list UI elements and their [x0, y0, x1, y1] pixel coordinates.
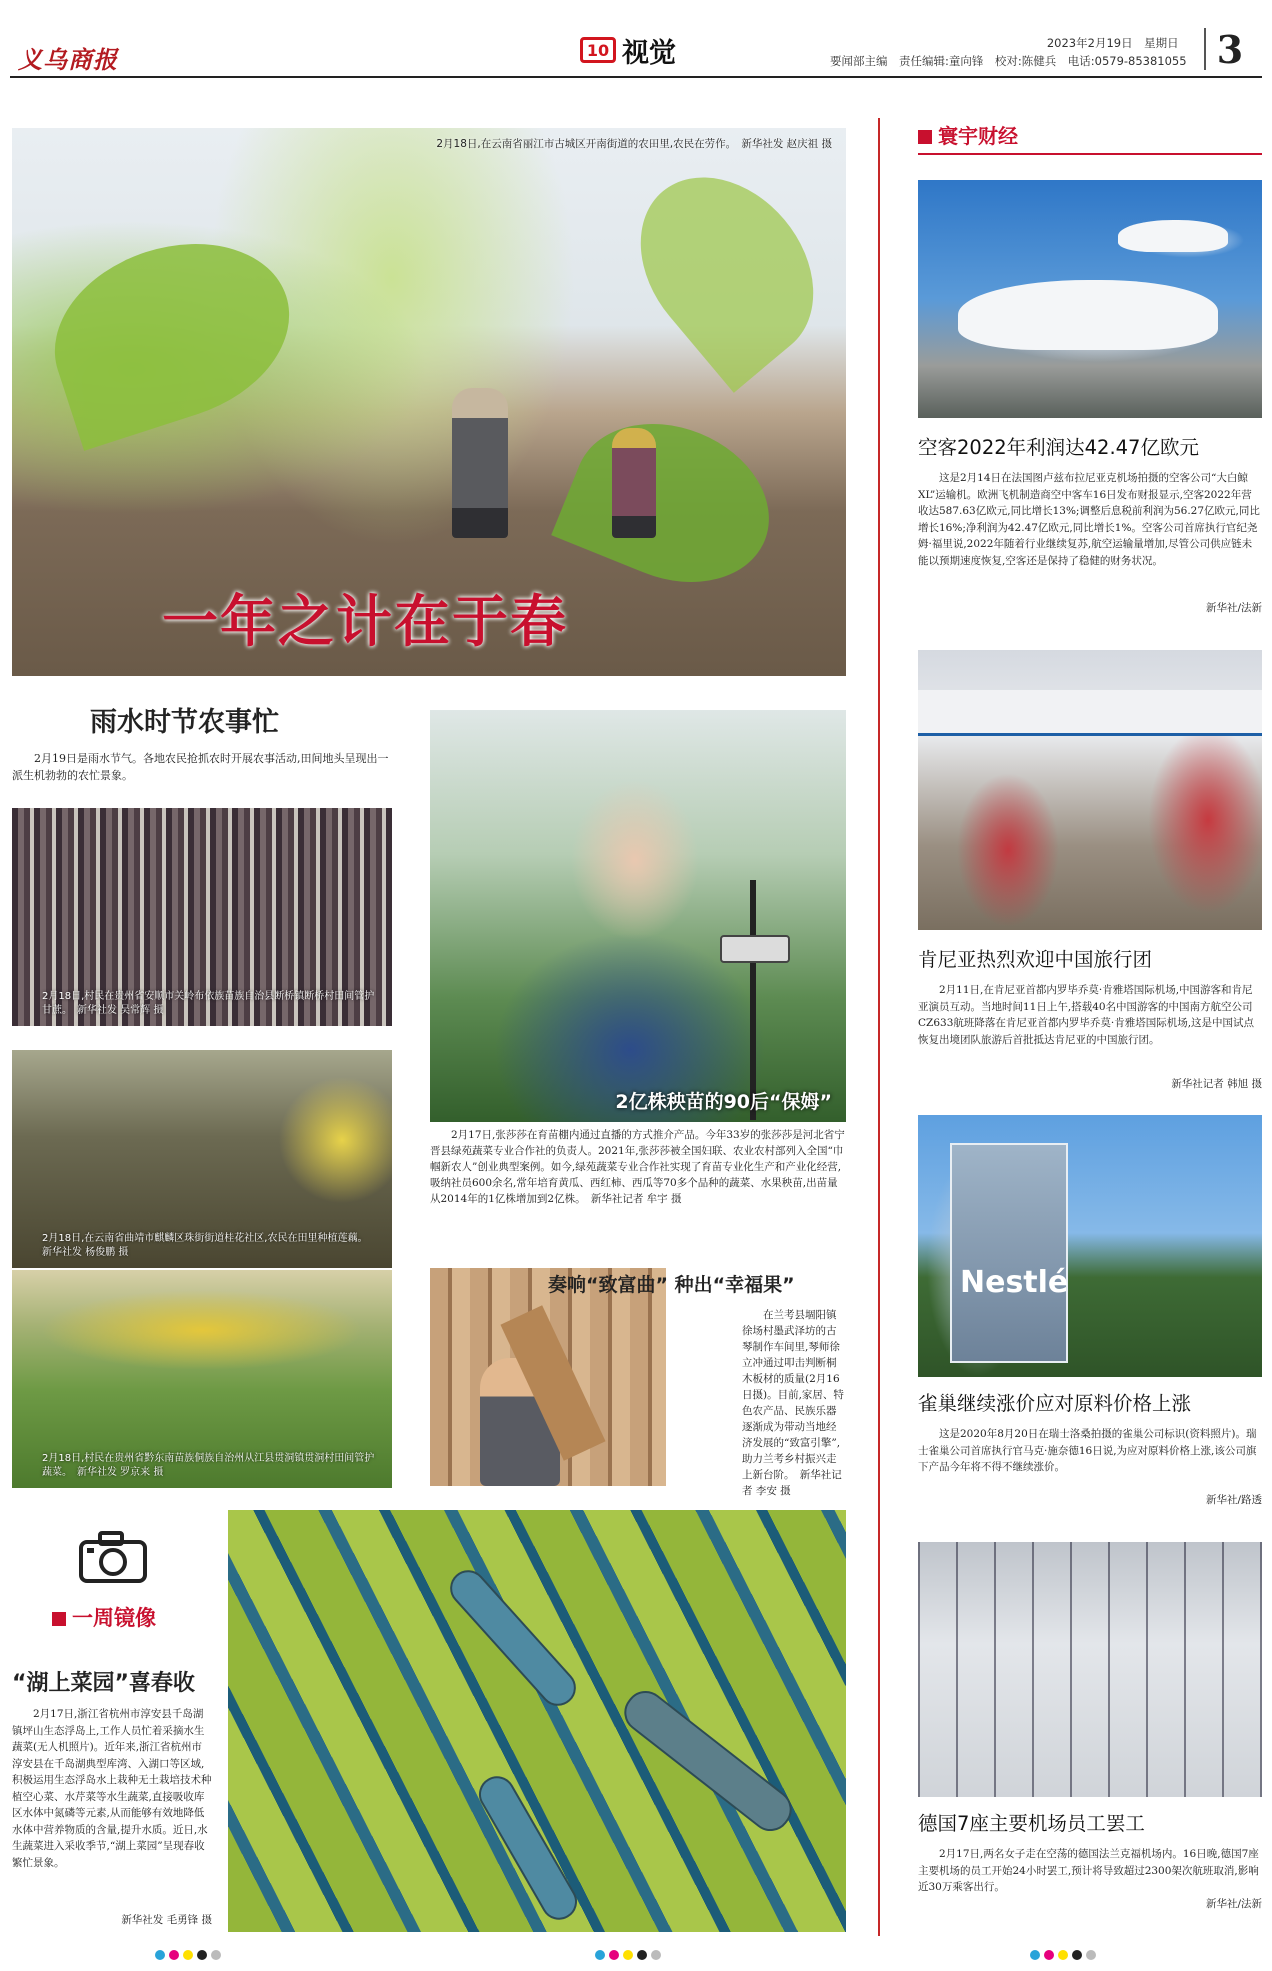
lake-byline: 新华社发 毛勇锋 摄 — [121, 1914, 212, 1926]
nursery-overlay-title: 2亿株秧苗的90后“保姆” — [615, 1091, 832, 1113]
wood-title: 奏响“致富曲” 种出“幸福果” — [548, 1274, 795, 1296]
nestle-text: 这是2020年8月20日在瑞士洛桑拍摄的雀巢公司标识(资料照片)。瑞士雀巢公司首席执行官马克·施奈德16日说,为应对原料价格上涨,该公司旗下产品今年将不得不继续涨价。 — [918, 1428, 1257, 1473]
wood-text: 在兰考县堌阳镇徐场村墨武泽坊的古琴制作车间里,琴师徐立冲通过叩击判断桐木板材的质量(2月16日摄)。目前,家居、特色农产品、民族乐器逐渐成为带动当地经济发展的“致富引擎”,助力兰考乡村振兴走上新台阶。 新华社记者 李安 摄 — [742, 1309, 844, 1497]
issue-date: 2023年2月19日 星期日 — [1046, 36, 1179, 50]
airport-byline: 新华社/法新 — [1205, 1898, 1262, 1910]
page-number: 3 — [1204, 28, 1254, 70]
week-label-text: 一周镜像 — [72, 1606, 156, 1630]
aircraft-shape — [918, 690, 1262, 736]
airbus-byline: 新华社/法新 — [1205, 602, 1262, 614]
nursery-photo — [430, 710, 846, 1122]
leaf-shape — [32, 215, 313, 451]
lake-garden-photo — [228, 1510, 846, 1932]
nursery-text: 2月17日,张莎莎在育苗棚内通过直播的方式推介产品。今年33岁的张莎莎是河北省宁晋县绿苑蔬菜专业合作社的负责人。2021年,张莎莎被全国妇联、农业农村部列入全国“巾帼新农人”创业典型案例。如今,绿苑蔬菜专业合作社实现了育苗专业化生产和产业化经营,吸纳社员600余名,常年培育黄瓜、西红柿、西瓜等70多个品种的蔬菜、水果秧苗,出苗量从2014年的1亿株增加到2亿株。 新华社记者 牟宇 摄 — [430, 1129, 845, 1205]
hero-photo — [12, 128, 846, 676]
kenya-heading: 肯尼亚热烈欢迎中国旅行团 — [918, 948, 1153, 971]
registration-dots — [155, 1950, 221, 1960]
aircraft-shape — [1118, 220, 1228, 252]
airbus-heading: 空客2022年利润达42.47亿欧元 — [918, 436, 1199, 459]
week-label — [52, 1602, 156, 1632]
airport-heading: 德国7座主要机场员工罢工 — [918, 1812, 1145, 1835]
nestle-heading: 雀巢继续涨价应对原料价格上涨 — [918, 1392, 1192, 1415]
section-name: 视觉 — [622, 37, 676, 69]
lake-text: 2月17日,浙江省杭州市淳安县千岛湖镇坪山生态浮岛上,工作人员忙着采摘水生蔬菜(无人机照片)。近年来,浙江省杭州市淳安县在千岛湖典型库湾、入湖口等区域,积极运用生态浮岛水上栽种无土栽培技术种植空心菜、水芹菜等水生蔬菜,直接吸收库区水体中氮磷等元素,从而能够有效地降低水体中营养物质的含量,提升水质。近日,水生蔬菜进入采收季节,“湖上菜园”呈现春收繁忙景象。 — [12, 1708, 212, 1869]
boat — [616, 1683, 799, 1839]
finance-label-text: 寰宇财经 — [938, 124, 1018, 148]
nestle-byline: 新华社/路透 — [1205, 1494, 1262, 1506]
farm-heading: 雨水时节农事忙 — [90, 707, 279, 738]
airport-photo — [918, 1542, 1262, 1797]
aircraft-shape — [958, 280, 1218, 350]
beluga-photo — [918, 180, 1262, 418]
sugarcane-photo — [12, 808, 392, 1026]
guqin-workshop-photo — [430, 1268, 666, 1486]
paddy-photo — [12, 1050, 392, 1268]
boat — [472, 1770, 583, 1927]
header-rule — [10, 76, 1262, 78]
lake-heading: “湖上菜园”喜春收 — [12, 1671, 195, 1696]
airport-text: 2月17日,两名女子走在空荡的德国法兰克福机场内。16日晚,德国7座主要机场的员工开始24小时罢工,预计将导致超过2300架次航班取消,影响近30万乘客出行。 — [918, 1848, 1259, 1893]
vegetable-photo — [12, 1270, 392, 1488]
editor-line: 要闻部主编 责任编辑:童向锋 校对:陈健兵 电话:0579-85381055 — [830, 54, 1187, 68]
registration-dots — [1030, 1950, 1096, 1960]
nestle-logo-text: Nestlé — [960, 1265, 1069, 1300]
camera-icon — [78, 1530, 148, 1584]
airbus-text: 这是2月14日在法国图卢兹布拉尼亚克机场拍摄的空客公司“大白鲸XL”运输机。欧洲飞机制造商空中客车16日发布财报显示,空客2022年营收达587.63亿欧元,同比增长13%;调整后息税前利润为56.27亿欧元,同比增长16%;净利润为42.47亿欧元,同比增长1%。空客公司首席执行官纪尧姆·福里说,2022年随着行业继续复苏,航空运输量增加,尽管公司供应链未能以预期速度恢复,空客还是保持了稳健的财务状况。 — [918, 472, 1260, 567]
section-title — [580, 30, 676, 70]
column-divider — [878, 118, 880, 1936]
leaf-shape — [605, 143, 846, 393]
farmer-figure — [452, 388, 508, 538]
header-meta — [830, 34, 1187, 70]
phone-tripod — [750, 880, 756, 1120]
masthead-logo: 义乌商报 — [18, 45, 118, 74]
leaf-shape — [551, 396, 793, 610]
vegetable-caption: 2月18日,村民在贵州省黔东南苗族侗族自治州从江县贯洞镇贯洞村田间管护蔬菜。 新华社发 罗京来 摄 — [42, 1453, 375, 1478]
paddy-caption: 2月18日,在云南省曲靖市麒麟区珠街街道桂花社区,农民在田里种植莲藕。 新华社发 杨俊鹏 摄 — [42, 1233, 373, 1258]
farm-intro: 2月19日是雨水节气。各地农民抢抓农时开展农事活动,田间地头呈现出一派生机勃勃的农忙景象。 — [12, 752, 389, 782]
farmer-figure — [612, 428, 656, 538]
phone — [720, 935, 790, 963]
kenya-text: 2月11日,在肯尼亚首都内罗毕乔莫·肯雅塔国际机场,中国游客和肯尼亚演员互动。当地时间11日上午,搭载40名中国游客的中国南方航空公司CZ633航班降落在肯尼亚首都内罗毕乔莫·肯雅塔国际机场,这是中国试点恢复出境团队旅游后首批抵达肯尼亚的中国旅行团。 — [918, 984, 1255, 1046]
nestle-photo — [918, 1115, 1262, 1377]
nestle-sign — [950, 1143, 1068, 1363]
kenya-byline: 新华社记者 韩旭 摄 — [1171, 1078, 1262, 1090]
registration-dots — [595, 1950, 661, 1960]
finance-section-label — [918, 120, 1262, 155]
section-logo: 10 — [580, 37, 616, 63]
hero-caption: 2月18日,在云南省丽江市古城区开南街道的农田里,农民在劳作。 新华社发 赵庆祖 摄 — [436, 138, 832, 150]
hero-title: 一年之计在于春 — [162, 590, 568, 655]
kenya-photo — [918, 650, 1262, 930]
boat — [443, 1563, 584, 1713]
sugarcane-caption: 2月18日,村民在贵州省安顺市关岭布依族苗族自治县断桥镇断桥村田间管护甘蔗。 新华社发 吴常辉 摄 — [42, 991, 375, 1016]
